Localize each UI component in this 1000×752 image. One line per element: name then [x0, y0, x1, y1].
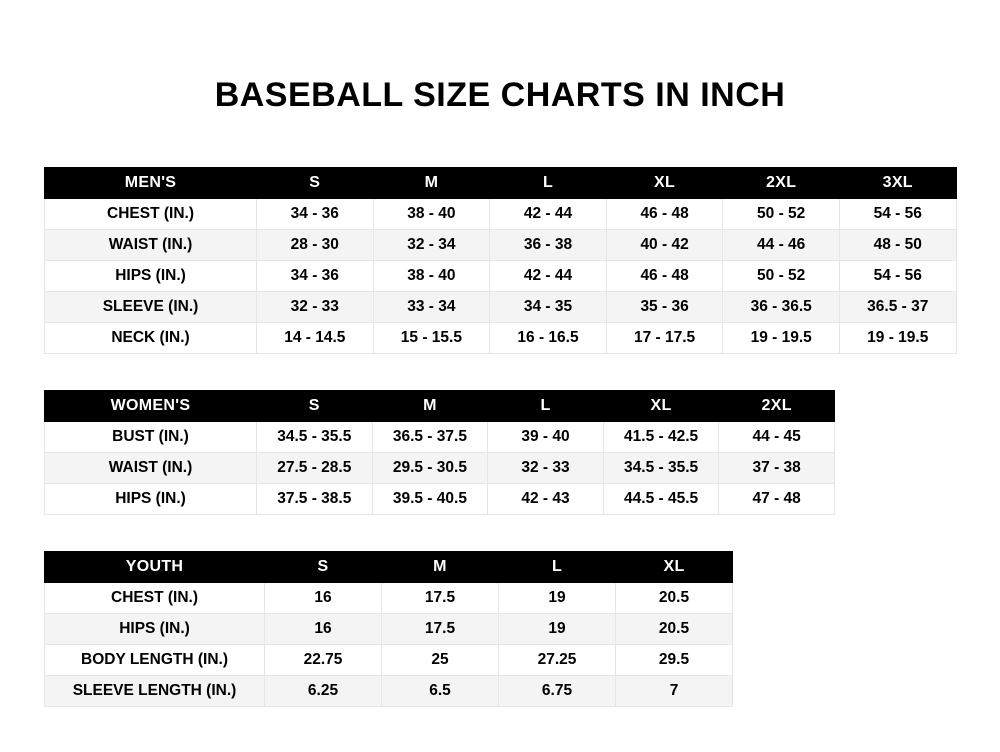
- table-cell: 47 - 48: [719, 484, 835, 515]
- table-row: [45, 645, 733, 676]
- table-cell: 42 - 44: [490, 261, 607, 292]
- tables-container: [0, 167, 1000, 707]
- table-cell: 34 - 36: [257, 199, 374, 230]
- table-cell: 33 - 34: [373, 292, 490, 323]
- table-cell: 39.5 - 40.5: [372, 484, 488, 515]
- table-row: [45, 676, 733, 707]
- table-cell: 38 - 40: [373, 261, 490, 292]
- table-cell: 40 - 42: [606, 230, 723, 261]
- table-cell: 44 - 46: [723, 230, 840, 261]
- row-label: SLEEVE LENGTH (IN.): [45, 676, 265, 707]
- column-header: XL: [603, 391, 719, 422]
- womens-size-table: [44, 390, 835, 515]
- column-header: S: [265, 552, 382, 583]
- table-cell: 19: [499, 614, 616, 645]
- table-row: [45, 199, 957, 230]
- table-row: [45, 323, 957, 354]
- page-title: BASEBALL SIZE CHARTS IN INCH: [214, 76, 786, 114]
- table-cell: 29.5: [616, 645, 733, 676]
- table-cell: 6.5: [382, 676, 499, 707]
- table-cell: 42 - 44: [490, 199, 607, 230]
- column-header: M: [373, 168, 490, 199]
- table-cell: 6.25: [265, 676, 382, 707]
- table-cell: 37 - 38: [719, 453, 835, 484]
- table-cell: 46 - 48: [606, 261, 723, 292]
- table-header-row: [45, 552, 733, 583]
- column-header: YOUTH: [45, 552, 265, 583]
- table-cell: 42 - 43: [488, 484, 604, 515]
- column-header: M: [382, 552, 499, 583]
- table-cell: 50 - 52: [723, 261, 840, 292]
- table-cell: 27.5 - 28.5: [257, 453, 373, 484]
- table-cell: 50 - 52: [723, 199, 840, 230]
- table-cell: 39 - 40: [488, 422, 604, 453]
- row-label: HIPS (IN.): [45, 614, 265, 645]
- table-cell: 36.5 - 37.5: [372, 422, 488, 453]
- row-label: SLEEVE (IN.): [45, 292, 257, 323]
- table-cell: 54 - 56: [839, 261, 956, 292]
- column-header: WOMEN'S: [45, 391, 257, 422]
- table-cell: 35 - 36: [606, 292, 723, 323]
- table-cell: 37.5 - 38.5: [257, 484, 373, 515]
- row-label: BUST (IN.): [45, 422, 257, 453]
- table-cell: 32 - 33: [488, 453, 604, 484]
- table-row: [45, 292, 957, 323]
- table-cell: 48 - 50: [839, 230, 956, 261]
- table-cell: 19 - 19.5: [839, 323, 956, 354]
- table-cell: 41.5 - 42.5: [603, 422, 719, 453]
- column-header: S: [257, 391, 373, 422]
- table-cell: 19: [499, 583, 616, 614]
- youth-size-table: [44, 551, 733, 707]
- table-cell: 16: [265, 614, 382, 645]
- table-cell: 17.5: [382, 583, 499, 614]
- table-row: [45, 484, 835, 515]
- column-header: 3XL: [839, 168, 956, 199]
- row-label: WAIST (IN.): [45, 453, 257, 484]
- table-cell: 28 - 30: [257, 230, 374, 261]
- row-label: HIPS (IN.): [45, 484, 257, 515]
- table-cell: 19 - 19.5: [723, 323, 840, 354]
- table-cell: 34.5 - 35.5: [257, 422, 373, 453]
- row-label: NECK (IN.): [45, 323, 257, 354]
- table-cell: 29.5 - 30.5: [372, 453, 488, 484]
- column-header: 2XL: [719, 391, 835, 422]
- column-header: XL: [616, 552, 733, 583]
- table-header-row: [45, 168, 957, 199]
- table-cell: 54 - 56: [839, 199, 956, 230]
- table-cell: 36.5 - 37: [839, 292, 956, 323]
- table-row: [45, 614, 733, 645]
- table-header-row: [45, 391, 835, 422]
- table-cell: 36 - 38: [490, 230, 607, 261]
- column-header: 2XL: [723, 168, 840, 199]
- mens-size-table: [44, 167, 957, 354]
- table-cell: 34.5 - 35.5: [603, 453, 719, 484]
- column-header: MEN'S: [45, 168, 257, 199]
- column-header: L: [490, 168, 607, 199]
- table-cell: 15 - 15.5: [373, 323, 490, 354]
- table-cell: 34 - 36: [257, 261, 374, 292]
- table-cell: 16 - 16.5: [490, 323, 607, 354]
- row-label: HIPS (IN.): [45, 261, 257, 292]
- row-label: WAIST (IN.): [45, 230, 257, 261]
- table-row: [45, 230, 957, 261]
- column-header: S: [257, 168, 374, 199]
- table-cell: 20.5: [616, 583, 733, 614]
- table-cell: 20.5: [616, 614, 733, 645]
- column-header: L: [499, 552, 616, 583]
- table-cell: 44 - 45: [719, 422, 835, 453]
- table-cell: 17.5: [382, 614, 499, 645]
- table-cell: 44.5 - 45.5: [603, 484, 719, 515]
- row-label: CHEST (IN.): [45, 583, 265, 614]
- table-cell: 27.25: [499, 645, 616, 676]
- table-cell: 17 - 17.5: [606, 323, 723, 354]
- row-label: BODY LENGTH (IN.): [45, 645, 265, 676]
- column-header: XL: [606, 168, 723, 199]
- table-cell: 32 - 34: [373, 230, 490, 261]
- table-row: [45, 261, 957, 292]
- table-row: [45, 422, 835, 453]
- table-row: [45, 583, 733, 614]
- table-cell: 22.75: [265, 645, 382, 676]
- column-header: M: [372, 391, 488, 422]
- row-label: CHEST (IN.): [45, 199, 257, 230]
- table-cell: 36 - 36.5: [723, 292, 840, 323]
- table-cell: 7: [616, 676, 733, 707]
- table-row: [45, 453, 835, 484]
- table-cell: 25: [382, 645, 499, 676]
- column-header: L: [488, 391, 604, 422]
- table-cell: 38 - 40: [373, 199, 490, 230]
- table-cell: 14 - 14.5: [257, 323, 374, 354]
- table-cell: 46 - 48: [606, 199, 723, 230]
- table-cell: 16: [265, 583, 382, 614]
- table-cell: 6.75: [499, 676, 616, 707]
- table-cell: 34 - 35: [490, 292, 607, 323]
- table-cell: 32 - 33: [257, 292, 374, 323]
